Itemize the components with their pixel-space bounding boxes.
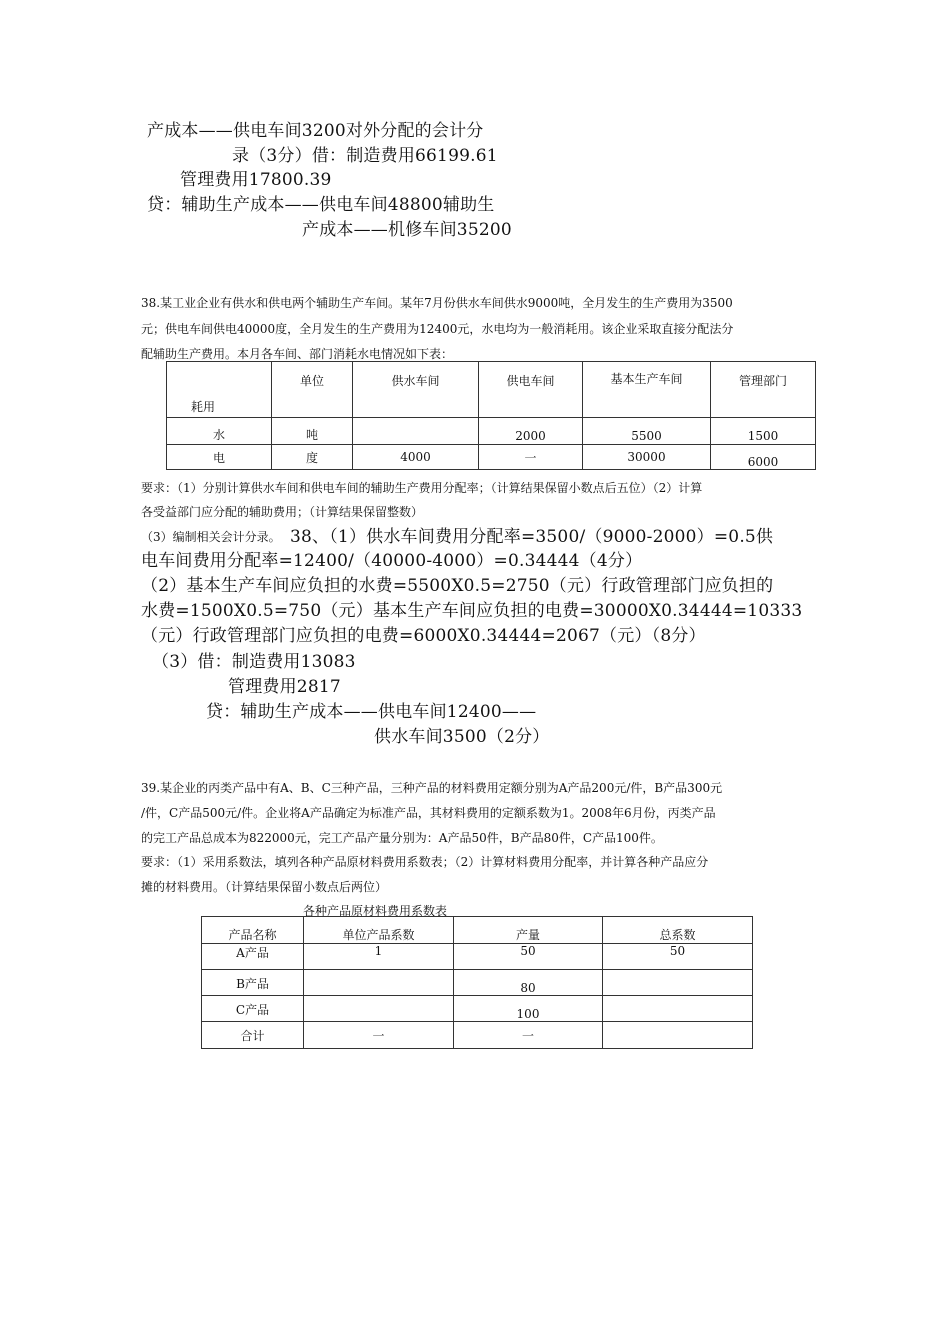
answer-line: 录（3分）借：制造费用66199.61 <box>232 146 498 166</box>
question-39-text: 39.某企业的丙类产品中有A、B、C三种产品，三种产品的材料费用定额分别为A产品200元/件，B产品300元 <box>141 781 723 795</box>
table-cell: 一 <box>304 1022 454 1049</box>
product-name: C产品 <box>202 996 304 1022</box>
table-cell: 4000 <box>353 445 479 470</box>
table-row <box>167 418 816 445</box>
table-cell: 6000 <box>711 445 816 470</box>
answer-line: 产成本——供电车间3200对外分配的会计分 <box>147 121 484 141</box>
answer-line: （3）借：制造费用13083 <box>152 652 356 672</box>
question-38-requirement: 要求：（1）分别计算供水车间和供电车间的辅助生产费用分配率；（计算结果保留小数点后五位）（2）计算 <box>141 481 703 495</box>
question-38-text: 元；供电车间供电40000度，全月发生的生产费用为12400元，水电均为一般消耗用。该企业采取直接分配法分 <box>141 322 734 336</box>
question-39-requirement: 摊的材料费用。（计算结果保留小数点后两位） <box>141 880 388 894</box>
water-electricity-table <box>166 361 816 470</box>
table-cell: 30000 <box>583 445 711 470</box>
table-row <box>202 944 753 970</box>
table-cell: 100 <box>454 996 603 1022</box>
table-row <box>167 445 816 470</box>
row-label: 水 <box>167 418 272 445</box>
question-38-text: 38.某工业企业有供水和供电两个辅助生产车间。某年7月份供水车间供水9000吨，全月发生的生产费用为3500 <box>141 296 733 310</box>
table-cell: 80 <box>454 970 603 996</box>
product-name: 合计 <box>202 1022 304 1049</box>
question-38-text: 配辅助生产费用。本月各车间、部门消耗水电情况如下表： <box>141 347 454 361</box>
answer-line: （元）行政管理部门应负担的电费=6000X0.34444=2067（元）（8分） <box>141 626 706 646</box>
table-cell: 一 <box>479 445 583 470</box>
answer-line: 管理费用2817 <box>228 677 341 697</box>
table-cell <box>603 996 753 1022</box>
row-unit: 吨 <box>272 418 353 445</box>
table-header-row <box>202 917 753 944</box>
row-unit: 度 <box>272 445 353 470</box>
answer-line: 管理费用17800.39 <box>180 170 332 190</box>
answer-line: 贷：辅助生产成本——供电车间48800辅助生 <box>147 195 495 215</box>
table-cell: 50 <box>603 944 753 970</box>
table-cell <box>304 996 454 1022</box>
table-cell: 5500 <box>583 418 711 445</box>
header-cell: 单位 <box>272 362 353 418</box>
table-row <box>202 996 753 1022</box>
table-cell: 50 <box>454 944 603 970</box>
answer-line: 供水车间3500（2分） <box>374 727 550 747</box>
table-cell: 2000 <box>479 418 583 445</box>
header-cell: 基本生产车间 <box>583 362 711 418</box>
header-cell: 管理部门 <box>711 362 816 418</box>
answer-line: 电车间费用分配率=12400/（40000-4000）=0.34444（4分） <box>141 551 643 571</box>
header-cell: 总系数 <box>603 917 753 944</box>
header-cell: 供电车间 <box>479 362 583 418</box>
table-row <box>202 1022 753 1049</box>
header-cell: 产量 <box>454 917 603 944</box>
table-cell: 1 <box>304 944 454 970</box>
table-cell <box>304 970 454 996</box>
product-name: B产品 <box>202 970 304 996</box>
question-39-text: /件，C产品500元/件。企业将A产品确定为标准产品，其材料费用的定额系数为1。2008年6月份，丙类产品 <box>141 806 716 820</box>
header-cell: 单位产品系数 <box>304 917 454 944</box>
header-corner: 耗用 <box>167 362 272 418</box>
answer-line: 产成本——机修车间35200 <box>302 220 512 240</box>
question-39-text: 的完工产品总成本为822000元，完工产品产量分别为：A产品50件，B产品80件，C产品100件。 <box>141 831 663 845</box>
table-cell: 一 <box>454 1022 603 1049</box>
coefficient-table <box>201 916 753 1049</box>
table-cell <box>353 418 479 445</box>
answer-line: 贷：辅助生产成本——供电车间12400—— <box>206 702 537 722</box>
header-cell: 产品名称 <box>202 917 304 944</box>
product-name: A产品 <box>202 944 304 970</box>
question-38-requirement: 各受益部门应分配的辅助费用；（计算结果保留整数） <box>141 505 424 519</box>
question-38-requirement: （3）编制相关会计分录。 <box>141 530 281 544</box>
table-header-row <box>167 362 816 418</box>
table-cell <box>603 970 753 996</box>
table-cell: 1500 <box>711 418 816 445</box>
table-row <box>202 970 753 996</box>
answer-line: 38、（1）供水车间费用分配率=3500/（9000-2000）=0.5供 <box>290 527 774 547</box>
table-cell <box>603 1022 753 1049</box>
question-39-requirement: 要求：（1）采用系数法，填列各种产品原材料费用系数表；（2）计算材料费用分配率，并计算各种产品应分 <box>141 855 709 869</box>
header-cell: 供水车间 <box>353 362 479 418</box>
row-label: 电 <box>167 445 272 470</box>
answer-line: 水费=1500X0.5=750（元）基本生产车间应负担的电费=30000X0.34444=10333 <box>141 601 803 621</box>
table-title: 各种产品原材料费用系数表 <box>303 904 448 918</box>
answer-line: （2）基本生产车间应负担的水费=5500X0.5=2750（元）行政管理部门应负担的 <box>141 576 774 596</box>
